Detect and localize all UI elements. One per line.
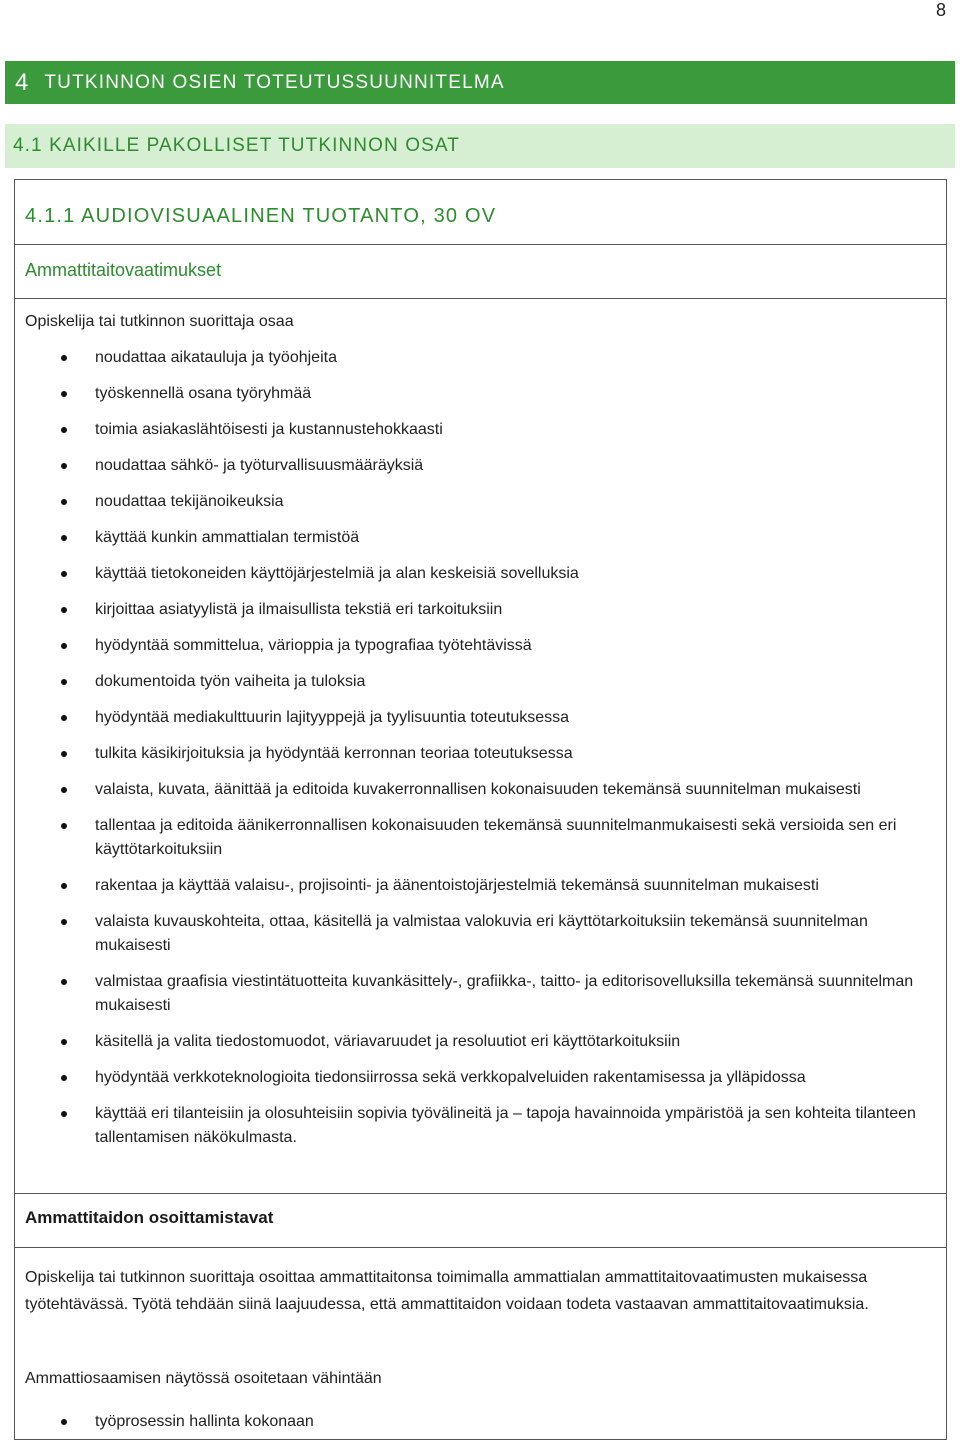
table-divider — [15, 1247, 946, 1248]
list-item-text: toimia asiakaslähtöisesti ja kustannustehokkaasti — [95, 421, 443, 438]
list-item — [15, 526, 935, 550]
requirements-list — [15, 346, 935, 1162]
list-item — [15, 1066, 935, 1090]
list-item-text: kirjoittaa asiatyylistä ja ilmaisullista tekstiä eri tarkoituksiin — [95, 601, 503, 618]
heading-1-number: 4 — [15, 68, 29, 96]
bullet-icon — [61, 751, 67, 757]
list-item — [15, 598, 935, 622]
list-item — [15, 778, 935, 802]
list-item — [15, 382, 935, 406]
list-item — [15, 742, 935, 766]
bullet-icon — [61, 1075, 67, 1081]
demonstration-list — [15, 1410, 314, 1434]
list-item-text: hyödyntää mediakulttuurin lajityyppejä ja tyylisuuntia toteutuksessa — [95, 709, 570, 726]
bullet-icon — [61, 1039, 67, 1045]
demonstration-subintro: Ammattiosaamisen näytössä osoitetaan vähintään — [25, 1370, 382, 1387]
list-item — [15, 1410, 314, 1434]
list-item-text: käyttää eri tilanteisiin ja olosuhteisiin sopivia työvälineitä ja – tapoja havainnoida ympäristöä ja sen kohteita tilanteen tallentamisen näkökulmasta. — [95, 1105, 916, 1146]
bullet-icon — [61, 355, 67, 361]
heading-3: 4.1.1 AUDIOVISUAALINEN TUOTANTO, 30 OV — [25, 205, 497, 227]
bullet-icon — [61, 883, 67, 889]
page-number: 8 — [935, 0, 946, 20]
list-item — [15, 562, 935, 586]
heading-1 — [5, 61, 955, 104]
bullet-icon — [61, 1419, 67, 1425]
list-item — [15, 454, 935, 478]
list-item-text: tallentaa ja editoida äänikerronnallisen kokonaisuuden tekemänsä suunnitelmanmukaisesti sekä versioida sen eri käyttötarkoituksiin — [95, 817, 897, 858]
unit-table — [14, 179, 947, 1440]
list-item — [15, 346, 935, 370]
list-item-text: käyttää kunkin ammattialan termistöä — [95, 529, 360, 546]
list-item-text: työprosessin hallinta kokonaan — [95, 1413, 314, 1430]
bullet-icon — [61, 919, 67, 925]
bullet-icon — [61, 715, 67, 721]
bullet-icon — [61, 679, 67, 685]
bullet-icon — [61, 463, 67, 469]
list-item — [15, 910, 935, 958]
list-item — [15, 670, 935, 694]
list-item-text: valaista, kuvata, äänittää ja editoida kuvakerronnallisen kokonaisuuden tekemänsä suunnitelman mukaisesti — [95, 781, 861, 798]
list-item-text: valmistaa graafisia viestintätuotteita kuvankäsittely-, grafiikka-, taitto- ja editorisovelluksilla tekemänsä suunnitelman mukaisesti — [95, 973, 914, 1014]
list-item — [15, 874, 935, 898]
requirements-label: Ammattitaitovaatimukset — [25, 260, 222, 280]
bullet-icon — [61, 499, 67, 505]
list-item — [15, 1102, 935, 1150]
list-item-text: hyödyntää verkkoteknologioita tiedonsiirrossa sekä verkkopalveluiden rakentamisessa ja ylläpidossa — [95, 1069, 806, 1086]
list-item-text: käyttää tietokoneiden käyttöjärjestelmiä ja alan keskeisiä sovelluksia — [95, 565, 579, 582]
list-item — [15, 1030, 935, 1054]
list-item-text: noudattaa aikatauluja ja työohjeita — [95, 349, 337, 366]
list-item-text: rakentaa ja käyttää valaisu-, projisointi- ja äänentoistojärjestelmiä tekemänsä suunnitelman mukaisesti — [95, 877, 819, 894]
table-divider — [15, 1193, 946, 1194]
list-item — [15, 418, 935, 442]
bullet-icon — [61, 391, 67, 397]
demonstration-paragraph: Opiskelija tai tutkinnon suorittaja osoittaa ammattitaitonsa toimimalla ammattialan ammattitaitovaatimusten mukaisessa työtehtävässä. Työtä tehdään siinä laajuudessa, että ammattitaidon voidaan todeta vastaavan ammattitaitovaatimuksia. — [25, 1269, 869, 1313]
bullet-icon — [61, 979, 67, 985]
list-item-text: dokumentoida työn vaiheita ja tuloksia — [95, 673, 366, 690]
list-item-text: noudattaa sähkö- ja työturvallisuusmääräyksiä — [95, 457, 424, 474]
heading-1-text: TUTKINNON OSIEN TOTEUTUSSUUNNITELMA — [44, 71, 505, 93]
list-item-text: työskennellä osana työryhmää — [95, 385, 312, 402]
table-divider — [15, 244, 946, 245]
heading-2: 4.1 KAIKILLE PAKOLLISET TUTKINNON OSAT — [5, 124, 955, 168]
list-item — [15, 706, 935, 730]
list-item-text: tulkita käsikirjoituksia ja hyödyntää kerronnan teoriaa toteutuksessa — [95, 745, 573, 762]
bullet-icon — [61, 535, 67, 541]
list-item — [15, 490, 935, 514]
bullet-icon — [61, 823, 67, 829]
table-divider — [15, 298, 946, 299]
bullet-icon — [61, 607, 67, 613]
bullet-icon — [61, 1111, 67, 1117]
bullet-icon — [61, 643, 67, 649]
list-item-text: noudattaa tekijänoikeuksia — [95, 493, 284, 510]
bullet-icon — [61, 427, 67, 433]
list-item-text: käsitellä ja valita tiedostomuodot, väriavaruudet ja resoluutiot eri käyttötarkoituksiin — [95, 1033, 681, 1050]
demonstration-label: Ammattitaidon osoittamistavat — [25, 1208, 274, 1227]
list-item — [15, 970, 935, 1018]
requirements-intro: Opiskelija tai tutkinnon suorittaja osaa — [25, 313, 294, 330]
list-item-text: valaista kuvauskohteita, ottaa, käsitellä ja valmistaa valokuvia eri käyttötarkoituksiin tekemänsä suunnitelman mukaisesti — [95, 913, 868, 954]
bullet-icon — [61, 787, 67, 793]
list-item-text: hyödyntää sommittelua, värioppia ja typografiaa työtehtävissä — [95, 637, 532, 654]
bullet-icon — [61, 571, 67, 577]
list-item — [15, 814, 935, 862]
list-item — [15, 634, 935, 658]
